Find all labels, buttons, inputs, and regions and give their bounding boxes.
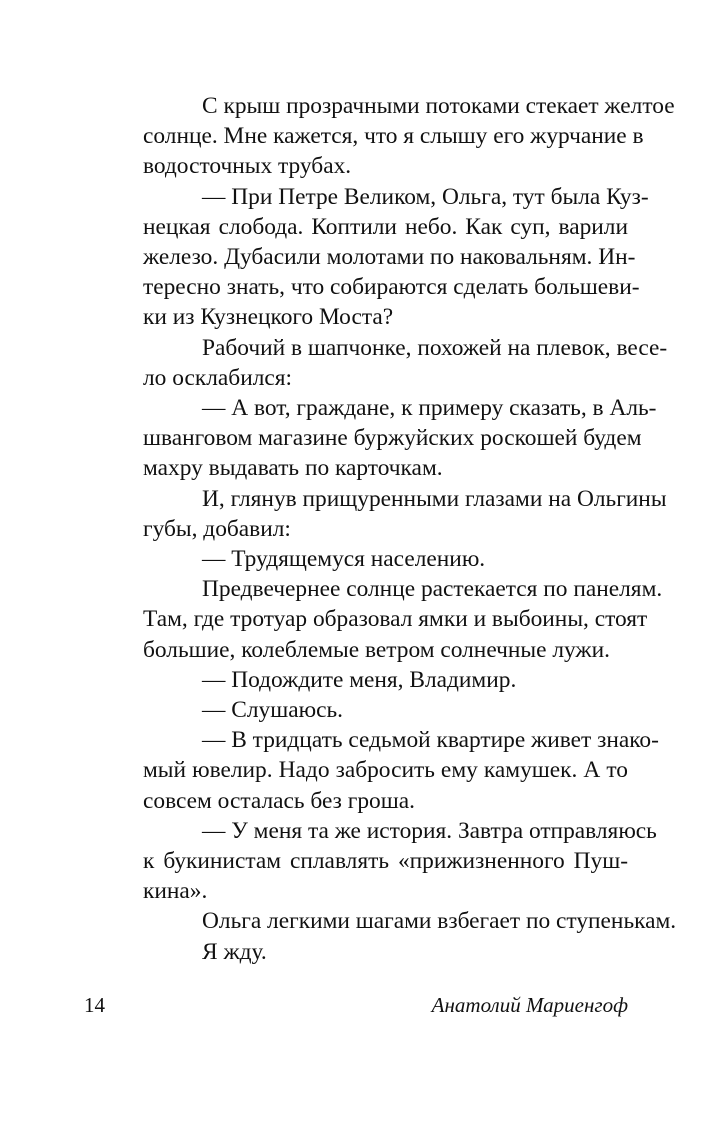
paragraph-11 (84, 816, 657, 907)
text-line: большие, колеблемые ветром солнечные лужи. (143, 636, 610, 663)
text-line: ло осклабился: (143, 364, 293, 391)
text-line: махру выдавать по карточкам. (143, 455, 443, 482)
paragraph-3 (84, 333, 668, 393)
paragraph-12 (84, 906, 677, 936)
text-line: солнце. Мне кажется, что я слышу его журчание в (143, 123, 644, 150)
text-line: Там, где тротуар образовал ямки и выбоины, стоят (143, 606, 648, 633)
paragraph-13 (84, 937, 628, 967)
paragraph-6 (84, 544, 628, 574)
text-line: губы, добавил: (143, 515, 291, 542)
paragraph-2 (84, 182, 649, 333)
text-line: — Трудящемуся населению. (202, 546, 486, 573)
text-line: — А вот, граждане, к примеру сказать, в Аль- (202, 395, 657, 422)
paragraph-4 (84, 393, 657, 484)
text-line: нецкая слобода. Коптили небо. Как суп, варили (143, 213, 628, 240)
body-text (84, 91, 677, 967)
text-line: — При Петре Великом, Ольга, тут была Куз- (202, 183, 649, 210)
text-line: шванговом магазине буржуйских роскошей будем (143, 425, 642, 452)
text-line: Рабочий в шапчонке, похожей на плевок, весе- (202, 334, 668, 361)
text-line: Я жду. (202, 938, 267, 965)
text-line: мый ювелир. Надо забросить ему камушек. А то (143, 757, 628, 784)
text-line: совсем осталась без гроша. (143, 787, 415, 814)
page-number: 14 (84, 993, 105, 1017)
text-line: железо. Дубасили молотами по наковальням. Ин- (143, 244, 636, 271)
paragraph-5 (84, 484, 667, 544)
text-line: — В тридцать седьмой квартире живет знако- (202, 727, 659, 754)
page-footer (84, 993, 628, 1023)
paragraph-8 (84, 665, 628, 695)
text-line: Ольга легкими шагами взбегает по ступенькам. (202, 908, 677, 935)
text-line: С крыш прозрачными потоками стекает желтое (202, 93, 675, 119)
text-line: тересно знать, что собираются сделать большеви- (143, 274, 640, 301)
paragraph-9 (84, 695, 628, 725)
text-line: — Слушаюсь. (202, 697, 343, 724)
text-line: Предвечернее солнце растекается по панелям. (202, 576, 663, 603)
paragraph-7 (84, 574, 663, 665)
text-line: — У меня та же история. Завтра отправляюсь (202, 817, 657, 844)
text-line: водосточных трубах. (143, 153, 352, 180)
text-line: — Подождите меня, Владимир. (202, 666, 517, 693)
text-line: И, глянув прищуренными глазами на Ольгины (202, 485, 667, 512)
text-line: ки из Кузнецкого Моста? (143, 304, 394, 331)
paragraph-1 (84, 91, 675, 182)
running-footer-author: Анатолий Мариенгоф (431, 993, 628, 1017)
text-line: к букинистам сплавлять «прижизненного Пуш- (143, 848, 628, 875)
text-line: кина». (143, 878, 208, 905)
paragraph-10 (84, 725, 659, 816)
